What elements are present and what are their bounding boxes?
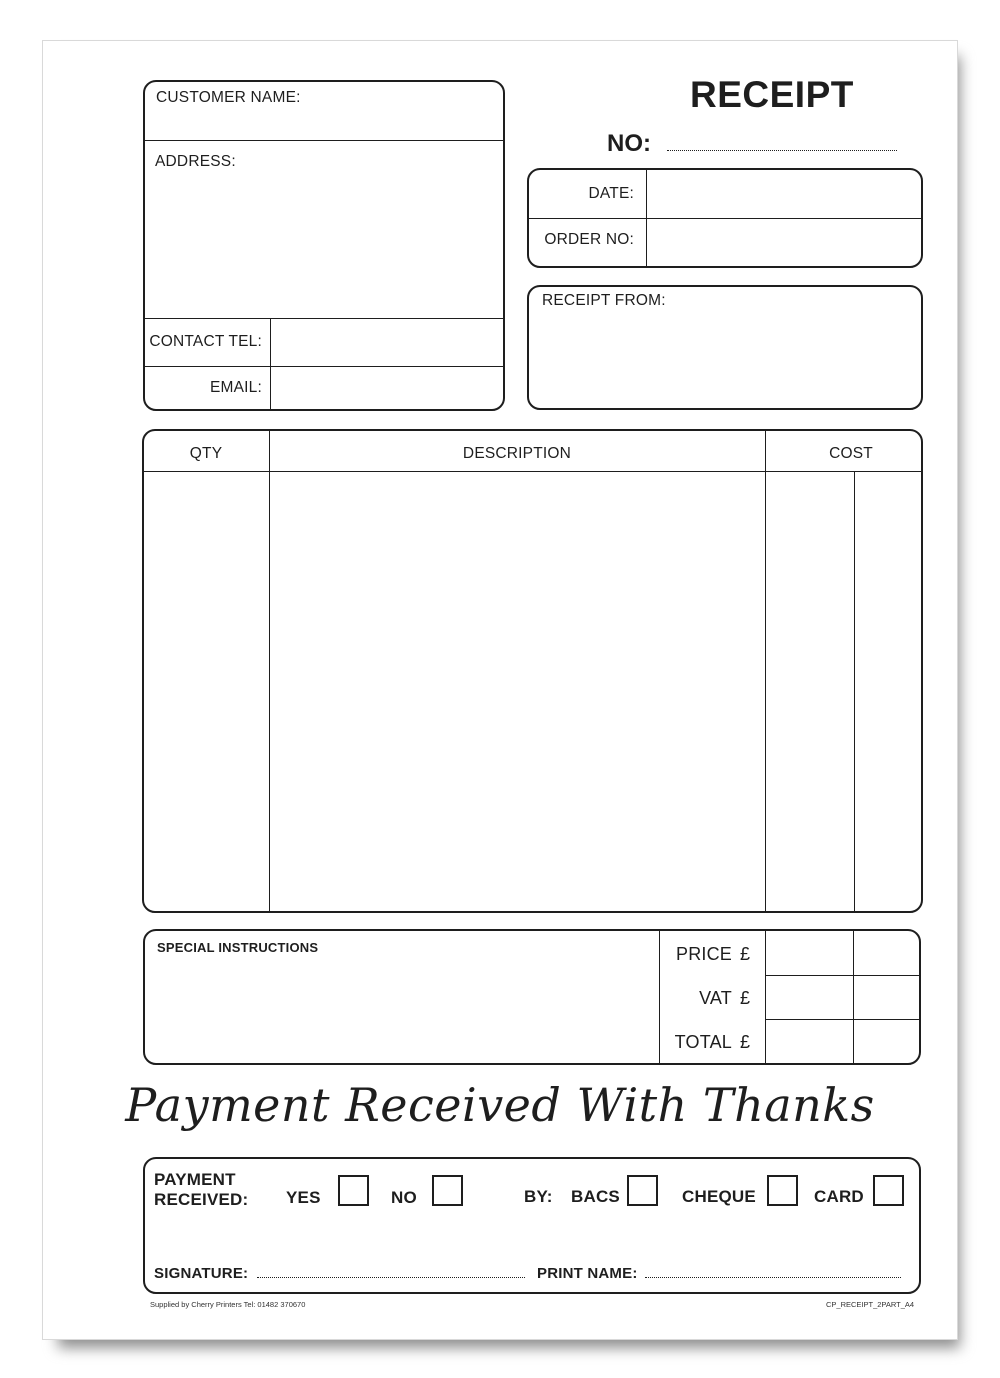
supplier-footer: Supplied by Cherry Printers Tel: 01482 370670 (150, 1300, 306, 1309)
order-no-label: ORDER NO: (544, 231, 634, 248)
receipt-number-field[interactable] (667, 150, 897, 151)
cost-pounds-column-field[interactable] (767, 474, 853, 908)
total-amount-field[interactable] (766, 1021, 916, 1061)
special-instructions-label: SPECIAL INSTRUCTIONS (157, 940, 319, 955)
payment-received-label-2: RECEIVED: (154, 1190, 249, 1209)
bacs-label: BACS (571, 1187, 620, 1206)
print-name-label: PRINT NAME: (537, 1265, 638, 1282)
total-label: TOTAL (674, 1032, 732, 1052)
address-label: ADDRESS: (155, 153, 236, 170)
order-no-field[interactable] (649, 220, 919, 264)
contact-tel-label: CONTACT TEL: (149, 333, 262, 350)
yes-checkbox[interactable] (338, 1175, 369, 1206)
date-field[interactable] (649, 172, 919, 216)
signature-field[interactable] (257, 1277, 525, 1278)
card-checkbox[interactable] (873, 1175, 904, 1206)
receipt-from-field[interactable] (533, 314, 917, 404)
description-column-field[interactable] (271, 474, 763, 908)
email-label: EMAIL: (209, 379, 262, 396)
contact-tel-field[interactable] (272, 320, 500, 364)
yes-label: YES (286, 1188, 321, 1207)
qty-column-field[interactable] (146, 474, 266, 908)
vat-currency: £ (740, 988, 751, 1008)
customer-name-label: CUSTOMER NAME: (156, 89, 301, 106)
payment-received-label-1: PAYMENT (154, 1170, 236, 1189)
print-name-field[interactable] (645, 1277, 901, 1278)
card-label: CARD (814, 1187, 864, 1206)
paid-by-label: BY: (524, 1187, 553, 1206)
price-currency: £ (740, 944, 751, 964)
no-checkbox[interactable] (432, 1175, 463, 1206)
form-code-footer: CP_RECEIPT_2PART_A4 (826, 1300, 915, 1309)
receipt-title: RECEIPT (690, 74, 854, 115)
qty-header: QTY (189, 445, 223, 462)
email-field[interactable] (272, 368, 500, 406)
vat-amount-field[interactable] (766, 977, 916, 1017)
price-label: PRICE (675, 944, 732, 964)
signature-label: SIGNATURE: (154, 1265, 249, 1282)
bacs-checkbox[interactable] (627, 1175, 658, 1206)
receipt-number-label: NO: (607, 130, 651, 157)
no-label: NO (391, 1188, 417, 1207)
payment-thanks-text: Payment Received With Thanks (125, 1078, 875, 1132)
description-header: DESCRIPTION (462, 445, 572, 462)
customer-name-field[interactable] (300, 84, 498, 136)
cheque-label: CHEQUE (682, 1187, 756, 1206)
special-instructions-field[interactable] (150, 960, 652, 1060)
date-label: DATE: (588, 185, 634, 202)
receipt-from-label: RECEIPT FROM: (542, 292, 666, 309)
vat-label: VAT (699, 988, 732, 1008)
total-currency: £ (740, 1032, 751, 1052)
cost-pence-column-field[interactable] (856, 474, 918, 908)
address-field[interactable] (147, 178, 499, 314)
cheque-checkbox[interactable] (767, 1175, 798, 1206)
payment-box (143, 1157, 921, 1294)
price-amount-field[interactable] (766, 933, 916, 973)
cost-header: COST (829, 445, 873, 462)
